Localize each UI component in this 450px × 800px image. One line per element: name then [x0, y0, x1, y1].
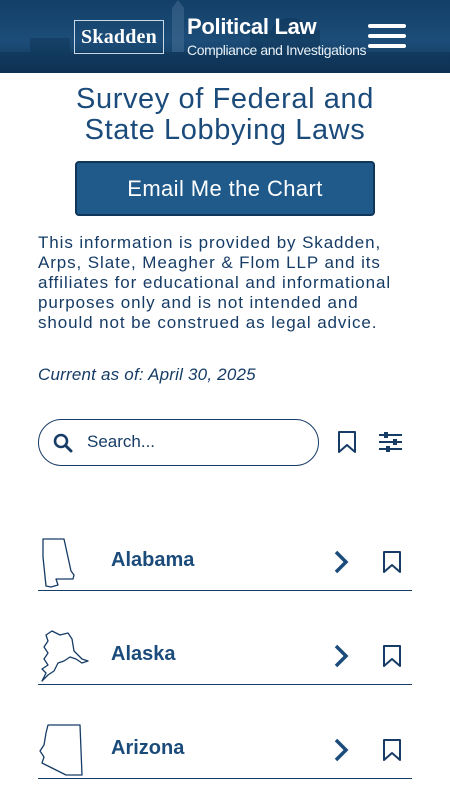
state-row-arizona[interactable] [38, 685, 412, 779]
alaska-outline-icon [38, 629, 90, 683]
bookmark-filter-icon[interactable] [336, 430, 358, 454]
search-input[interactable] [87, 428, 307, 456]
arizona-outline-icon [38, 723, 84, 777]
state-name-alaska: Alaska [111, 643, 176, 665]
skadden-logo[interactable]: Skadden [74, 20, 164, 54]
search-box[interactable] [38, 419, 319, 466]
state-row-alabama[interactable] [38, 497, 412, 591]
chevron-right-icon[interactable] [332, 737, 350, 763]
header-subtitle: Compliance and Investigations [187, 42, 367, 58]
filter-sliders-icon[interactable] [378, 431, 403, 453]
page-title [20, 84, 430, 146]
chevron-right-icon[interactable] [332, 643, 350, 669]
disclaimer-text: This information is provided by Skadden, Arps, Slate, Meagher & Flom LLP and its affiliates for educational and informational purposes only and is not intended and should not be construed as legal advice. [38, 233, 392, 332]
hamburger-menu-button[interactable] [368, 24, 406, 50]
page-title-line-2: State Lobbying Laws [84, 114, 366, 146]
menu-bar [368, 34, 406, 38]
email-chart-button[interactable]: Email Me the Chart [75, 161, 375, 216]
menu-bar [368, 44, 406, 48]
app-header [0, 0, 450, 73]
alabama-outline-icon [38, 537, 78, 589]
page-title-line-1: Survey of Federal and [76, 83, 374, 115]
state-row-alaska[interactable] [38, 591, 412, 685]
header-title: Political Law [187, 14, 317, 39]
menu-bar [368, 24, 406, 28]
bookmark-icon[interactable] [382, 645, 402, 667]
search-icon [53, 433, 73, 453]
chevron-right-icon[interactable] [332, 549, 350, 575]
current-as-of-date: Current as of: April 30, 2025 [38, 365, 256, 384]
state-name-alabama: Alabama [111, 549, 195, 571]
bookmark-icon[interactable] [382, 551, 402, 573]
state-name-arizona: Arizona [111, 737, 185, 759]
bookmark-icon[interactable] [382, 739, 402, 761]
